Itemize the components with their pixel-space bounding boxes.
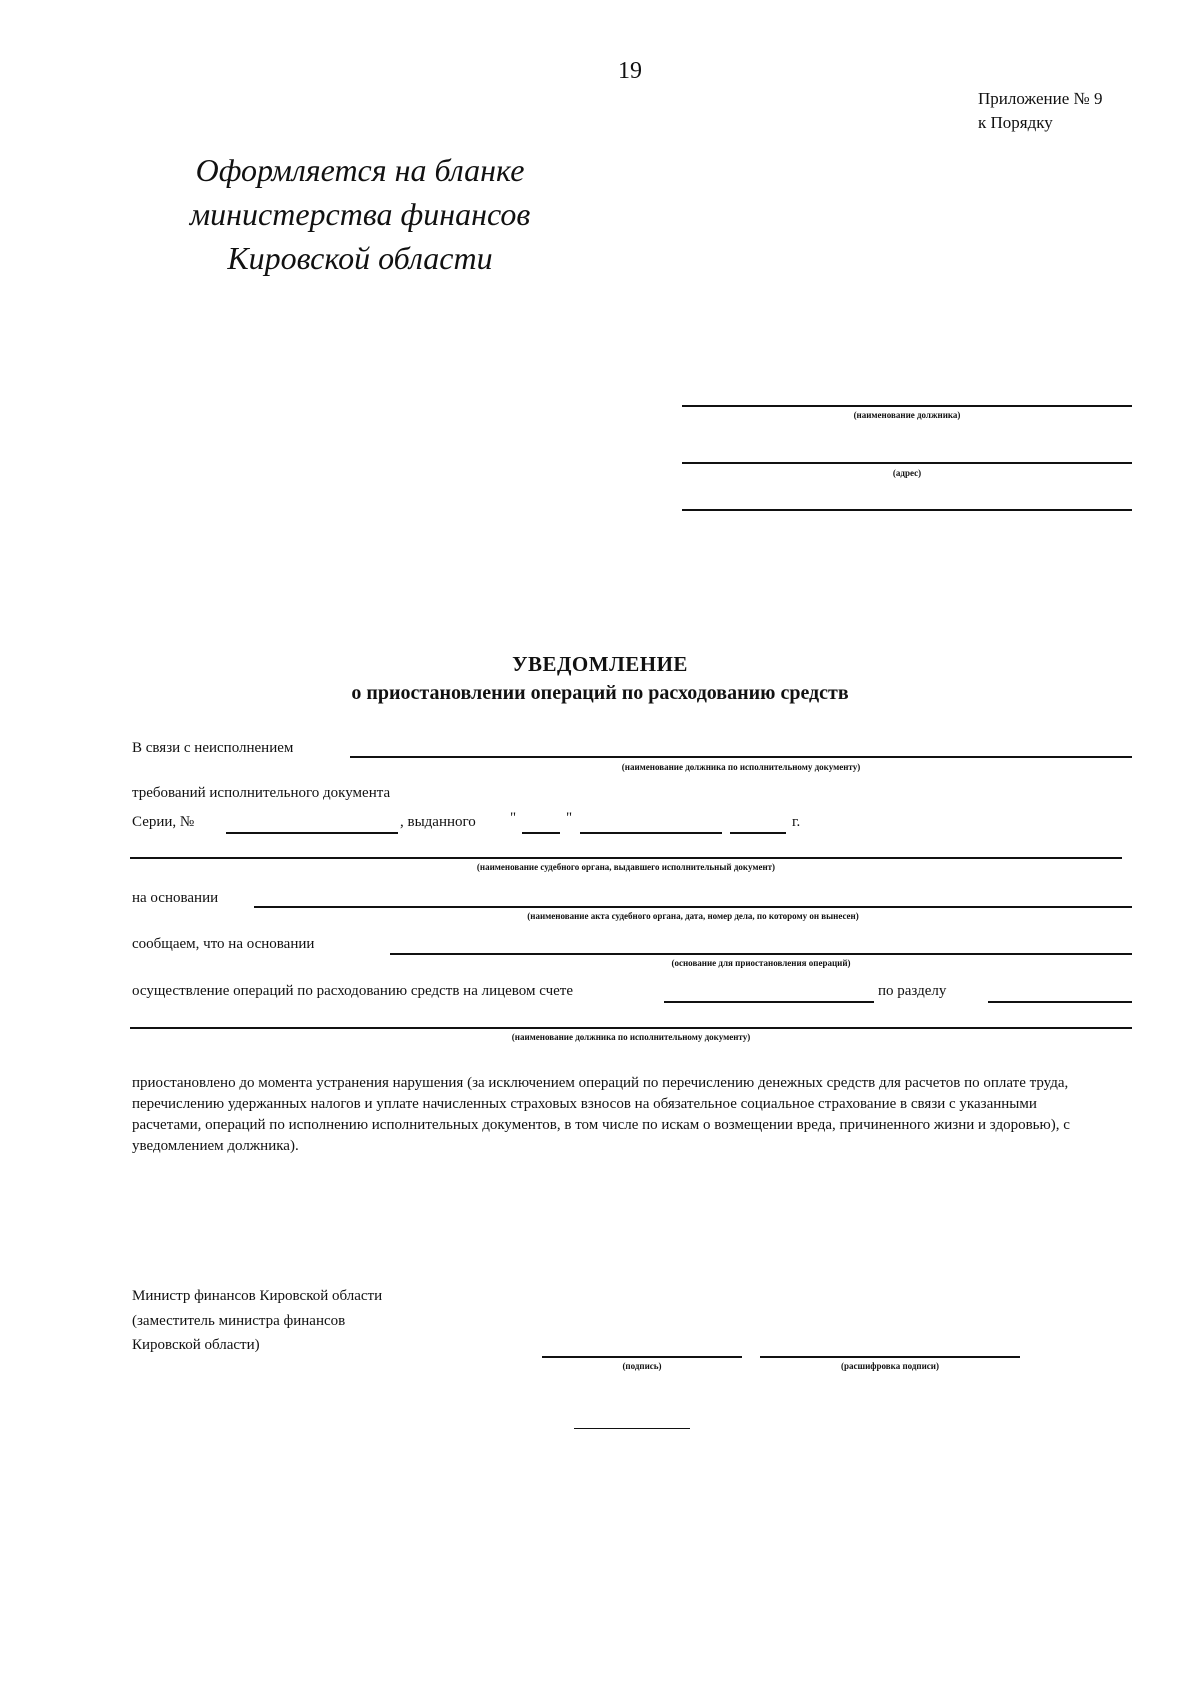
address-caption: (адрес) (892, 468, 922, 478)
address-field-2[interactable] (682, 509, 1132, 511)
series-label: Серии, № (132, 814, 195, 830)
signature-decode-field[interactable] (760, 1356, 1020, 1358)
basis-label: на основании (132, 890, 219, 906)
address-field[interactable] (682, 462, 1132, 464)
letterhead-line: Кировской области (227, 240, 493, 276)
inform-label: сообщаем, что на основании (132, 936, 315, 952)
issue-day-field[interactable] (522, 832, 560, 834)
quote-close: " (566, 810, 573, 826)
paragraph-line: приостановлено до момента устранения нарушения (за исключением операций по перечислению денежных средств для расчетов по оплате труда, (132, 1075, 1069, 1091)
suspension-basis-field[interactable] (390, 953, 1132, 955)
requirements-label: требований исполнительного документа (132, 785, 391, 801)
non-execution-label: В связи с неисполнением (132, 740, 294, 756)
letterhead-note (170, 148, 550, 280)
debtor-name-caption: (наименование должника) (853, 410, 961, 420)
suspension-paragraph (132, 1073, 1112, 1157)
debtor-field[interactable] (350, 756, 1132, 758)
debtor-caption-2: (наименование должника по исполнительному документу) (511, 1032, 751, 1042)
paragraph-line: расчетами, операций по исполнению исполнительных документов, в том числе по искам о возмещении вреда, причиненного жизни и здоровью), с (132, 1117, 1070, 1133)
issued-label: , выданного (400, 814, 476, 830)
appendix-number: Приложение № 9 (978, 89, 1103, 108)
account-number-field[interactable] (664, 1001, 874, 1003)
issue-year-field[interactable] (730, 832, 786, 834)
letterhead-line: Оформляется на бланке (195, 152, 525, 188)
signer-title: Министр финансов Кировской области (132, 1288, 383, 1304)
debtor-name-field[interactable] (682, 405, 1132, 407)
series-number-field[interactable] (226, 832, 398, 834)
signer-region: Кировской области) (132, 1337, 260, 1353)
letterhead-line: министерства финансов (189, 196, 531, 232)
page-number: 19 (618, 58, 642, 84)
signature-field[interactable] (542, 1356, 742, 1358)
suspension-basis-caption: (основание для приостановления операций) (671, 958, 851, 968)
section-field[interactable] (988, 1001, 1132, 1003)
signature-decode-caption: (расшифровка подписи) (841, 1361, 939, 1371)
appendix-reference: к Порядку (978, 113, 1053, 132)
basis-field[interactable] (254, 906, 1132, 908)
quote-open: " (510, 810, 517, 826)
year-suffix: г. (792, 814, 801, 830)
debtor-field-caption: (наименование должника по исполнительному документу) (621, 762, 861, 772)
separator-line (574, 1428, 690, 1429)
issue-month-field[interactable] (580, 832, 722, 834)
debtor-field-2[interactable] (130, 1027, 1132, 1029)
paragraph-line: перечислению удержанных налогов и уплате начисленных страховых взносов на обязательное социальное страхование в связи с указанными (132, 1096, 1037, 1112)
document-subtitle: о приостановлении операций по расходованию средств (351, 682, 849, 704)
basis-caption: (наименование акта судебного органа, дата, номер дела, по которому он вынесен) (527, 911, 859, 921)
court-field[interactable] (130, 857, 1122, 859)
signature-caption: (подпись) (622, 1361, 662, 1371)
section-label: по разделу (878, 983, 947, 999)
court-caption: (наименование судебного органа, выдавшего исполнительный документ) (476, 862, 776, 872)
document-title: УВЕДОМЛЕНИЕ (512, 652, 688, 676)
signer-deputy: (заместитель министра финансов (132, 1313, 346, 1329)
account-label: осуществление операций по расходованию средств на лицевом счете (132, 983, 574, 999)
paragraph-line: уведомлением должника). (132, 1138, 299, 1154)
